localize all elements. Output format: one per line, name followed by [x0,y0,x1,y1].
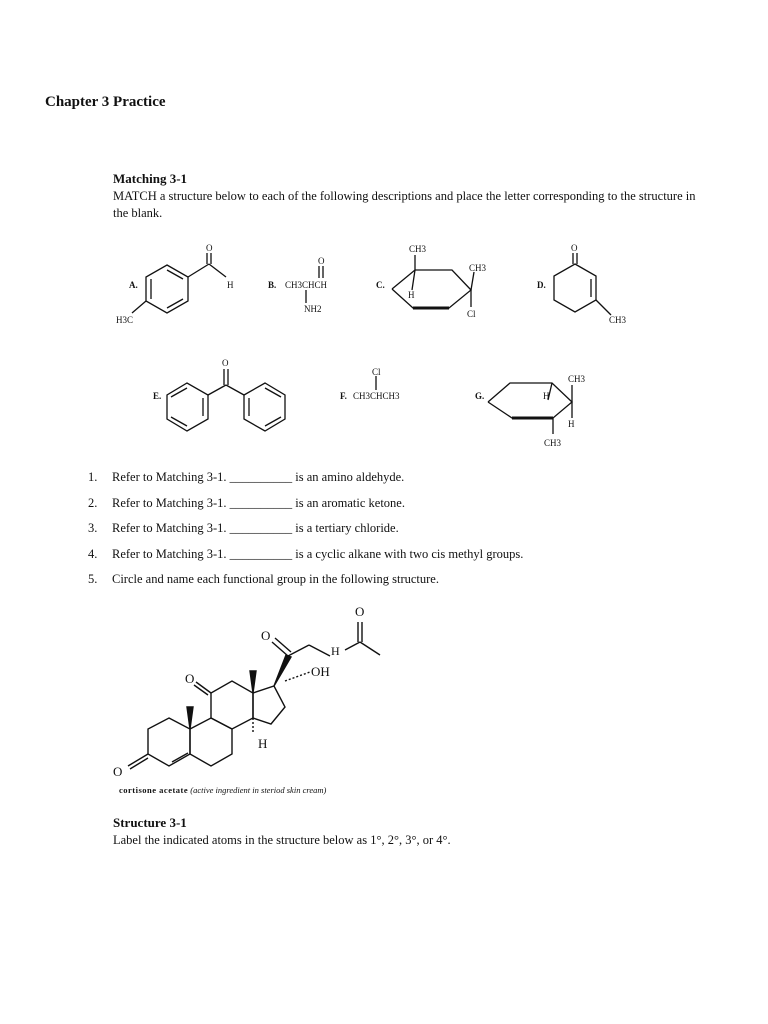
atom-label: H [258,736,268,751]
atom-label: CH3 [409,244,427,254]
atom-label: H [408,290,415,300]
structure-section-title: Structure 3-1 [113,815,187,830]
question-number: 1. [88,470,98,484]
caption-note: (active ingredient in steriod skin cream) [190,785,327,795]
atom-label: CH3 [609,315,627,325]
atom-label: CH3CHCH [285,280,328,290]
atom-label: O [113,764,123,779]
question-text: Refer to Matching 3-1. __________ is an amino aldehyde. [112,470,405,484]
atom-label: Cl [372,367,381,377]
structure-letter-c: C. [376,280,385,290]
question-text: Circle and name each functional group in the following structure. [112,572,439,586]
question-text: Refer to Matching 3-1. __________ is a cyclic alkane with two cis methyl groups. [112,546,524,561]
atom-label: NH2 [304,304,322,314]
atom-label: O [206,243,213,253]
atom-label: O [185,671,195,686]
atom-label: CH3CHCH3 [353,391,400,401]
structure-caption [119,785,326,795]
atom-label: H [331,644,340,658]
structure-letter-d: D. [537,280,546,290]
question-number: 2. [88,495,98,510]
atom-label: H [543,391,550,401]
atom-label: H3C [116,315,134,325]
matching-title: Matching 3-1 [113,171,188,186]
structure-letter-a: A. [129,280,138,290]
caption-compound-name: cortisone acetate [119,785,189,795]
atom-label: CH3 [469,263,487,273]
atom-label: Cl [467,309,476,319]
atom-label: O [261,628,271,643]
matching-instructions: MATCH a structure below to each of the following descriptions and place the letter corresponding to the structure in the blank. [113,189,696,220]
structure-section-instructions: Label the indicated atoms in the structure below as 1°, 2°, 3°, or 4°. [113,833,451,847]
structure-letter-b: B. [268,280,277,290]
question-number: 5. [88,572,98,586]
atom-label: H [568,419,575,429]
page-title: Chapter 3 Practice [45,94,166,110]
atom-label: CH3 [568,374,586,384]
atom-label: CH3 [544,438,562,448]
atom-label: H [227,280,234,290]
atom-label: O [222,358,229,368]
question-text: Refer to Matching 3-1. __________ is an aromatic ketone. [112,495,405,510]
question-text: Refer to Matching 3-1. __________ is a tertiary chloride. [112,521,399,535]
atom-label: O [571,243,578,253]
structure-letter-g: G. [475,391,485,401]
atom-label: OH [311,664,330,679]
atom-label: O [318,256,325,266]
structure-letter-e: E. [153,391,162,401]
structure-letter-f: F. [340,391,347,401]
question-number: 4. [88,546,98,561]
question-number: 3. [88,521,98,535]
atom-label: O [355,604,365,619]
